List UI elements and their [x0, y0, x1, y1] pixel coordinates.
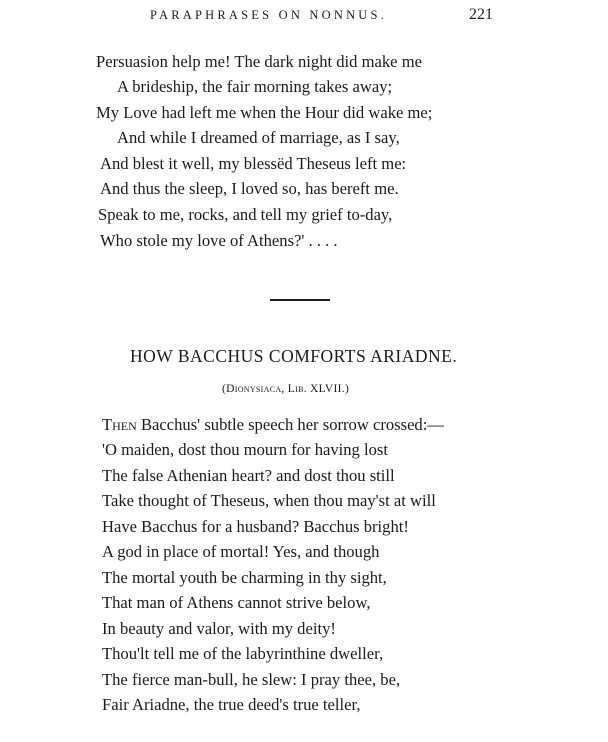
verse-line: Have Bacchus for a husband? Bacchus bright!	[102, 517, 409, 536]
verse-line: A brideship, the fair morning takes away;	[117, 77, 393, 96]
verse-line: My Love had left me when the Hour did wake me;	[96, 103, 433, 122]
verse-line: The mortal youth be charming in thy sight,	[102, 568, 387, 587]
verse-line: Who stole my love of Athens?' . . . .	[100, 231, 338, 250]
verse-line: Take thought of Theseus, when thou may'st at will	[102, 491, 436, 510]
section-title: HOW BACCHUS COMFORTS ARIADNE.	[130, 346, 458, 366]
verse-line: In beauty and valor, with my deity!	[102, 619, 336, 638]
verse-line: The false Athenian heart? and dost thou still	[102, 466, 395, 485]
source-note: (Dionysiaca, Lib. XLVII.)	[222, 383, 350, 395]
first-line-text: Bacchus' subtle speech her sorrow crossed:—	[136, 415, 444, 434]
verse-line: And blest it well, my blessëd Theseus left me:	[100, 154, 407, 173]
page-number: 221	[469, 6, 493, 23]
small-caps-first-word: Then	[102, 415, 137, 434]
verse-line: The fierce man-bull, he slew: I pray thee, be,	[102, 670, 401, 689]
running-head: PARAPHRASES ON NONNUS.	[150, 8, 387, 22]
verse-line: Fair Ariadne, the true deed's true teller,	[102, 695, 361, 714]
section-divider	[270, 299, 330, 301]
verse-line: And thus the sleep, I loved so, has bereft me.	[100, 179, 399, 198]
verse-line: Thou'lt tell me of the labyrinthine dweller,	[102, 644, 384, 663]
verse-line: Speak to me, rocks, and tell my grief to-day,	[98, 205, 393, 224]
verse-line: Persuasion help me! The dark night did make me	[96, 52, 422, 71]
verse-line-first	[102, 415, 444, 435]
verse-line: A god in place of mortal! Yes, and though	[102, 542, 380, 561]
verse-line: 'O maiden, dost thou mourn for having lost	[102, 440, 388, 459]
verse-line: That man of Athens cannot strive below,	[102, 593, 371, 612]
verse-line: And while I dreamed of marriage, as I say,	[117, 128, 400, 147]
